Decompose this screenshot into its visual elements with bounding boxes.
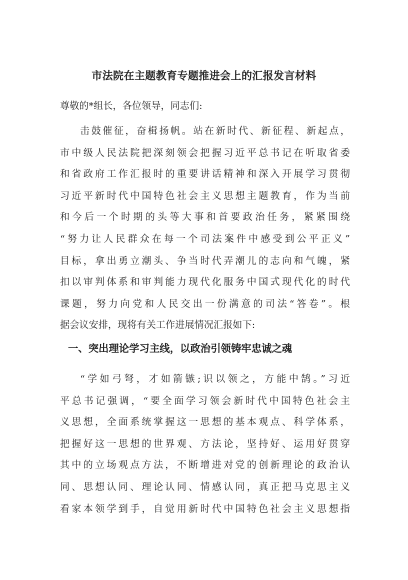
paragraph-line: 看家本领学到手，自觉用新时代中国特色社会主义思想指 [60, 503, 350, 515]
paragraph-line: 同、思想认同、理论认同、情感认同，真正把马克思主义 [60, 481, 350, 493]
paragraph-line: 习近平新时代中国特色社会主义思想主题教育，作为当前 [60, 190, 350, 202]
salutation: 尊敬的*组长，各位领导，同志们: [60, 101, 203, 112]
paragraph-line: 击鼓催征，奋楫扬帆。站在新时代、新征程、新起点， [80, 126, 350, 137]
paragraph-line: 目标，拿出勇立潮头、争当时代弄潮儿的志向和气魄，紧 [60, 255, 350, 267]
paragraph-line: 扣以审判体系和审判能力现代化服务中国式现代化的时代 [60, 277, 350, 289]
paragraph-line: “学如弓弩，才如箭镞;识以领之，方能中鹄。”习近 [80, 374, 350, 385]
section-heading: 一、突出理论学习主线，以政治引领铸牢忠诚之魂 [68, 343, 293, 355]
paragraph-line: “努力让人民群众在每一个司法案件中感受到公平正义” [60, 233, 350, 245]
paragraph-line: 和今后一个时期的头等大事和首要政治任务，紧紧围绕 [60, 212, 350, 224]
paragraph-line: 市中级人民法院把深刻领会把握习近平总书记在听取省委 [60, 147, 350, 159]
paragraph-line: 其中的立场观点方法，不断增进对党的创新理论的政治认 [60, 460, 350, 472]
document-title: 市法院在主题教育专题推进会上的汇报发言材料 [91, 70, 317, 82]
paragraph-section-one [60, 369, 350, 520]
paragraph-line: 据会议安排，现将有关工作进展情况汇报如下: [60, 320, 256, 332]
paragraph-line: 平总书记强调，“要全面学习领会新时代中国特色社会主 [60, 395, 350, 407]
paragraph-line: 和省政府工作汇报时的重要讲话精神和深入开展学习贯彻 [60, 169, 350, 181]
paragraph-line: 义思想，全面系统掌握这一思想的基本观点、科学体系， [60, 417, 350, 429]
paragraph-line: 课题，努力向党和人民交出一份满意的司法“答卷”。根 [60, 298, 350, 310]
paragraph-intro [60, 121, 350, 337]
paragraph-line: 把握好这一思想的世界观、方法论，坚持好、运用好贯穿 [60, 438, 350, 450]
